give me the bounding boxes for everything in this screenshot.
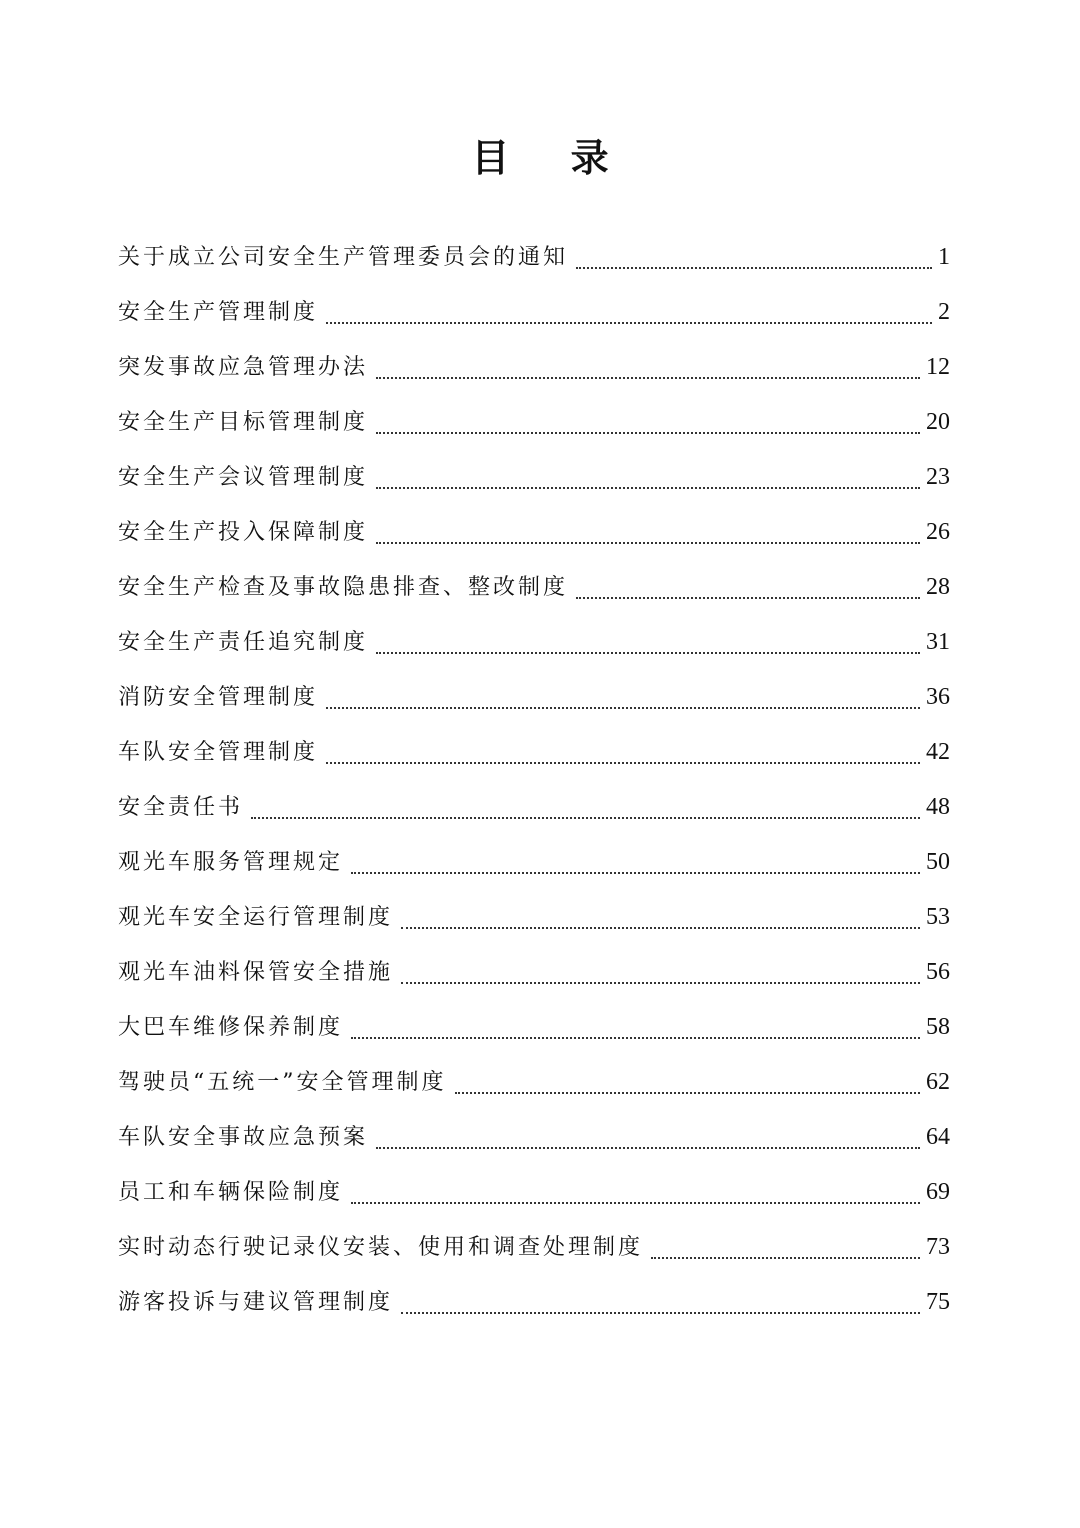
toc-entry[interactable]	[118, 1220, 950, 1275]
toc-entry-page: 36	[926, 684, 950, 710]
toc-entry-label: 车队安全事故应急预案	[118, 1125, 369, 1150]
toc-entry-label: 车队安全管理制度	[118, 740, 319, 765]
toc-entry[interactable]	[118, 340, 950, 395]
toc-leader-dots	[376, 486, 920, 489]
toc-entry[interactable]	[118, 395, 950, 450]
toc-leader-dots	[455, 1091, 921, 1094]
toc-entry[interactable]	[118, 670, 950, 725]
toc-entry[interactable]	[118, 780, 950, 835]
toc-leader-dots	[401, 981, 920, 984]
toc-leader-dots	[326, 761, 920, 764]
toc-entry-label: 驾驶员“五统一”安全管理制度	[118, 1070, 447, 1095]
toc-leader-dots	[651, 1256, 920, 1259]
toc-entry-label: 安全生产目标管理制度	[118, 410, 369, 435]
toc-entry-label: 安全生产投入保障制度	[118, 520, 369, 545]
toc-entry-page: 23	[926, 464, 950, 490]
toc-entry-label: 观光车油料保管安全措施	[118, 960, 394, 985]
toc-entry-page: 12	[926, 354, 950, 380]
toc-entry-page: 50	[926, 849, 950, 875]
toc-entry-label: 实时动态行驶记录仪安装、使用和调查处理制度	[118, 1235, 644, 1260]
toc-entry[interactable]	[118, 560, 950, 615]
toc-entry[interactable]	[118, 505, 950, 560]
toc-entry[interactable]	[118, 450, 950, 505]
toc-entry-page: 31	[926, 629, 950, 655]
toc-leader-dots	[351, 871, 920, 874]
toc-entry-label: 员工和车辆保险制度	[118, 1180, 344, 1205]
toc-entry-page: 75	[926, 1289, 950, 1315]
toc-entry-page: 1	[938, 244, 950, 270]
toc-entry-page: 62	[926, 1069, 950, 1095]
toc-leader-dots	[326, 321, 932, 324]
toc-entry-page: 20	[926, 409, 950, 435]
toc-entry-label: 观光车安全运行管理制度	[118, 905, 394, 930]
toc-leader-dots	[401, 926, 920, 929]
toc-entry-label: 安全生产责任追究制度	[118, 630, 369, 655]
toc-entry[interactable]	[118, 890, 950, 945]
toc-entry[interactable]	[118, 1275, 950, 1330]
toc-entry-page: 56	[926, 959, 950, 985]
toc-entry-page: 42	[926, 739, 950, 765]
toc-leader-dots	[326, 706, 920, 709]
toc-entry[interactable]	[118, 1055, 950, 1110]
toc-leader-dots	[376, 431, 920, 434]
page-title: 目 录	[471, 135, 633, 180]
toc-entry-page: 69	[926, 1179, 950, 1205]
toc-entry[interactable]	[118, 1110, 950, 1165]
toc-leader-dots	[376, 541, 920, 544]
toc-entry-page: 73	[926, 1234, 950, 1260]
toc-entry-label: 安全生产检查及事故隐患排查、整改制度	[118, 575, 569, 600]
toc-entry-label: 消防安全管理制度	[118, 685, 319, 710]
toc-entry-page: 48	[926, 794, 950, 820]
toc-leader-dots	[576, 596, 920, 599]
toc-leader-dots	[351, 1201, 920, 1204]
toc-leader-dots	[351, 1036, 920, 1039]
toc-entry[interactable]	[118, 285, 950, 340]
toc-entry[interactable]	[118, 1165, 950, 1220]
toc-entry-page: 53	[926, 904, 950, 930]
toc-leader-dots	[576, 266, 932, 269]
toc-entry-label: 关于成立公司安全生产管理委员会的通知	[118, 245, 569, 270]
toc-entry-label: 安全责任书	[118, 795, 244, 820]
toc-entry-label: 游客投诉与建议管理制度	[118, 1290, 394, 1315]
toc-entry-page: 2	[938, 299, 950, 325]
toc-entry-page: 28	[926, 574, 950, 600]
toc-entry-label: 观光车服务管理规定	[118, 850, 344, 875]
toc-entry-label: 安全生产管理制度	[118, 300, 319, 325]
toc-leader-dots	[376, 1146, 920, 1149]
toc-entry-label: 突发事故应急管理办法	[118, 355, 369, 380]
toc-leader-dots	[376, 376, 920, 379]
toc-entry-label: 安全生产会议管理制度	[118, 465, 369, 490]
toc-entry[interactable]	[118, 1000, 950, 1055]
toc-entry[interactable]	[118, 945, 950, 1000]
toc-entry-page: 64	[926, 1124, 950, 1150]
toc-entry[interactable]	[118, 835, 950, 890]
toc-entry[interactable]	[118, 230, 950, 285]
toc-entry[interactable]	[118, 725, 950, 780]
toc-leader-dots	[251, 816, 920, 819]
toc-entry-page: 26	[926, 519, 950, 545]
table-of-contents	[118, 230, 950, 1330]
toc-leader-dots	[376, 651, 920, 654]
toc-entry[interactable]	[118, 615, 950, 670]
toc-entry-page: 58	[926, 1014, 950, 1040]
toc-entry-label: 大巴车维修保养制度	[118, 1015, 344, 1040]
toc-leader-dots	[401, 1311, 920, 1314]
